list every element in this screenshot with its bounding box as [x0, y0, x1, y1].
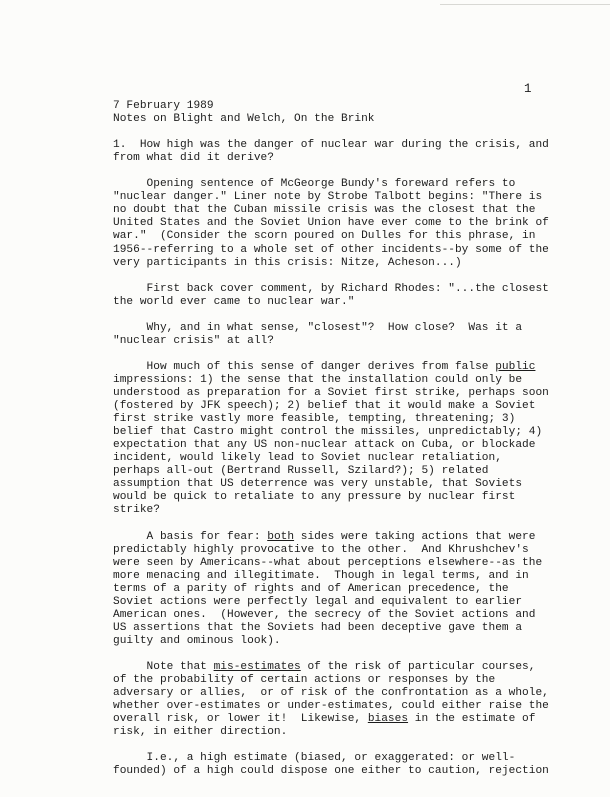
text-line — [113, 570, 583, 583]
text-line — [113, 439, 583, 452]
text-run: 1956--referring to a whole set of other incidents--by some of the — [113, 243, 549, 256]
text-run: guilty and ominous look). — [113, 634, 281, 647]
text-run: predictably highly provocative to the other. And Khrushchev's — [113, 543, 529, 556]
text-line — [113, 152, 583, 165]
text-line — [113, 491, 583, 504]
text-line — [113, 244, 583, 257]
page-edge-shadow — [440, 4, 610, 5]
text-line — [113, 609, 583, 622]
text-line — [113, 583, 583, 596]
text-run: How much of this sense of danger derives from false — [113, 360, 496, 373]
paragraph — [113, 531, 583, 648]
paragraph — [113, 139, 583, 165]
text-run: understood as preparation for a Soviet first strike, perhaps soon — [113, 387, 549, 400]
header-title: Notes on Blight and Welch, On the Brink — [113, 113, 375, 126]
paragraph — [113, 361, 583, 518]
text-run: "nuclear danger." Liner note by Strobe Talbott begins: "There is — [113, 191, 543, 204]
underlined-text: both — [267, 530, 295, 543]
text-run: Note that — [113, 661, 214, 674]
text-line — [113, 413, 583, 426]
text-run: adversary or allies, or of risk of the confrontation as a whole, — [113, 687, 549, 700]
text-run: whether over-estimates or under-estimates, could either raise the — [113, 700, 549, 713]
text-run: US assertions that the Soviets had been deceptive gave them a — [113, 621, 523, 634]
text-line — [113, 139, 583, 152]
paragraph — [113, 178, 583, 269]
text-line — [113, 765, 583, 778]
spacer — [113, 309, 583, 322]
text-line — [113, 335, 583, 348]
text-run: perhaps all-out (Bertrand Russell, Szilard?); 5) related — [113, 465, 489, 478]
text-run: more menacing and illegitimate. Though in legal terms, and in — [113, 569, 529, 582]
text-line — [113, 426, 583, 439]
text-line — [113, 230, 583, 243]
spacer — [113, 648, 583, 661]
text-run: risk, in either direction. — [113, 726, 288, 739]
spacer — [113, 126, 583, 139]
text-line — [113, 178, 583, 191]
text-line — [113, 635, 583, 648]
spacer — [113, 739, 583, 752]
text-run: 1. How high was the danger of nuclear war during the crisis, and — [113, 139, 549, 152]
text-line — [113, 661, 583, 674]
header-date: 7 February 1989 — [113, 100, 214, 112]
text-line — [113, 700, 583, 713]
text-run: incident, would likely lead to Soviet nuclear retaliation, — [113, 452, 502, 465]
text-run: Soviet actions were perfectly legal and equivalent to earlier — [113, 595, 523, 608]
text-run: of the probability of certain actions or responses by the — [113, 674, 496, 687]
text-line — [113, 400, 583, 413]
text-run: "nuclear crisis" at all? — [113, 334, 274, 347]
text-line — [113, 257, 583, 270]
spacer — [113, 165, 583, 178]
text-run: of the risk of particular courses, — [300, 661, 536, 674]
text-run: expectation that any US non-nuclear attack on Cuba, or blockade — [113, 439, 536, 452]
text-run: belief that Castro might control the missiles, unpredictably; 4) — [113, 426, 543, 439]
paragraph — [113, 661, 583, 739]
text-line — [113, 452, 583, 465]
text-run: strike? — [113, 504, 160, 517]
text-line — [113, 752, 583, 765]
text-run: were seen by Americans--what about perceptions elsewhere--as the — [113, 556, 543, 569]
paragraphs-container — [113, 139, 583, 778]
text-run: very participants in this crisis: Nitze, Acheson...) — [113, 256, 462, 269]
text-line — [113, 296, 583, 309]
text-line — [113, 283, 583, 296]
text-run: would be quick to retaliate to any pressure by nuclear first — [113, 491, 516, 504]
spacer — [113, 270, 583, 283]
text-run: overall risk, or lower it! Likewise, — [113, 713, 368, 726]
text-line — [113, 387, 583, 400]
text-run: United States and the Soviet Union have ever come to the brink of — [113, 217, 549, 230]
text-line — [113, 217, 583, 230]
text-run: the world ever came to nuclear war." — [113, 295, 355, 308]
text-run: no doubt that the Cuban missile crisis was the closest that the — [113, 204, 536, 217]
text-run: founded) of a high could dispose one either to caution, rejection — [113, 765, 549, 778]
text-line — [113, 465, 583, 478]
text-line — [113, 674, 583, 687]
paragraph — [113, 752, 583, 778]
spacer — [113, 348, 583, 361]
text-run: impressions: 1) the sense that the installation could only be — [113, 373, 523, 386]
text-line — [113, 596, 583, 609]
spacer — [113, 518, 583, 531]
text-run: American ones. (However, the secrecy of the Soviet actions and — [113, 608, 536, 621]
text-line — [113, 557, 583, 570]
text-line — [113, 622, 583, 635]
text-line — [113, 544, 583, 557]
text-line — [113, 713, 583, 726]
text-run: Opening sentence of McGeorge Bundy's foreward refers to — [113, 178, 516, 191]
document-body — [113, 100, 583, 778]
text-line — [113, 504, 583, 517]
page-number: 1 — [524, 82, 532, 96]
text-run: war." (Consider the scorn poured on Dulles for this phrase, in — [113, 230, 536, 243]
text-line — [113, 726, 583, 739]
text-run: assumption that US deterrence was very unstable, that Soviets — [113, 478, 523, 491]
text-run: A basis for fear: — [113, 530, 268, 543]
underlined-text: mis-estimates — [213, 661, 301, 674]
text-line — [113, 687, 583, 700]
underlined-text: public — [495, 360, 536, 373]
text-line — [113, 322, 583, 335]
text-run: sides were taking actions that were — [294, 530, 536, 543]
text-line — [113, 478, 583, 491]
text-line — [113, 191, 583, 204]
text-run: First back cover comment, by Richard Rhodes: "...the closest — [113, 282, 549, 295]
text-run: first strike vastly more feasible, tempting, threatening; 3) — [113, 413, 516, 426]
paragraph — [113, 322, 583, 348]
paragraph — [113, 283, 583, 309]
text-run: Why, and in what sense, "closest"? How close? Was it a — [113, 321, 523, 334]
text-line — [113, 374, 583, 387]
text-run: in the estimate of — [408, 713, 536, 726]
underlined-text: biases — [367, 713, 409, 726]
text-run: terms of a parity of rights and of American precedence, the — [113, 582, 509, 595]
text-run: from what did it derive? — [113, 152, 274, 165]
text-line — [113, 361, 583, 374]
text-line — [113, 531, 583, 544]
text-run: (fostered by JFK speech); 2) belief that it would make a Soviet — [113, 400, 536, 413]
text-run: I.e., a high estimate (biased, or exaggerated: or well- — [113, 752, 516, 765]
text-line — [113, 204, 583, 217]
